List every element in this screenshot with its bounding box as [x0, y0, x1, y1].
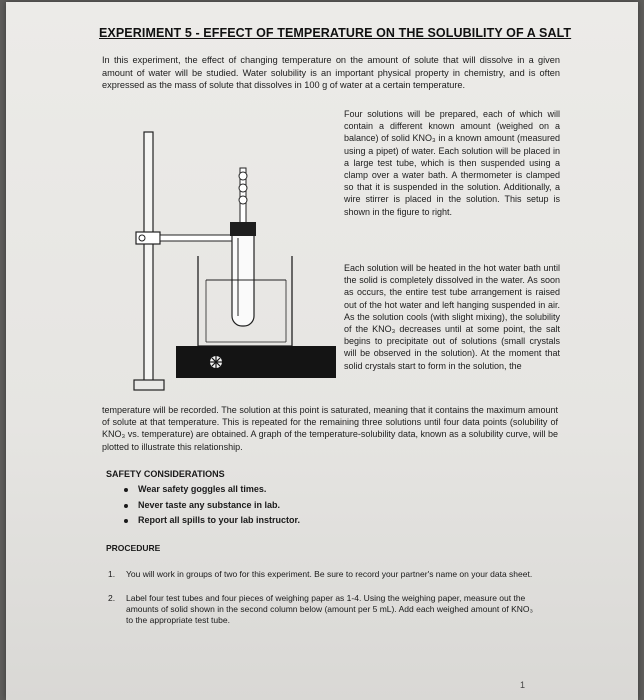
intro-paragraph: In this experiment, the effect of changing temperature on the amount of solute that will dissolve in a given amount of water will be studied. Water solubility is an important physical property in chemistry, and is often expressed as the mass of solute that dissolves in 100 g of water at a certain temperature. — [102, 55, 560, 91]
step-text: Label four test tubes and four pieces of weighing paper as 1-4. Using the weighing paper, measure out the amounts of solid shown in the second column below (amount per 5 mL). Add each weighed amount of KNO₃ to the appropriate test tube. — [126, 593, 533, 625]
procedure-step — [108, 593, 538, 626]
hot-plate — [176, 346, 336, 378]
stand-rod — [144, 132, 153, 382]
apparatus-figure — [120, 128, 340, 396]
continued-paragraph: temperature will be recorded. The solution at this point is saturated, meaning that it contains the maximum amount of solute at that temperature. This is repeated for the remaining three solutions until four data points (solubility of KNO₃ vs. temperature) are obtained. A graph of the temperature-solubility data, known as a solubility curve, will be plotted to illustrate this relationship. — [102, 405, 558, 452]
clamp-holder — [136, 232, 160, 244]
procedure-overview-paragraph: Each solution will be heated in the hot water bath until the solid is completely dissolved in the water. As soon as occurs, the entire test tube arrangement is raised out of the hot water and left hanging suspended in air. As the solution cools (with slight mixing), the solubility of the KNO₃ decreases until at some point, the salt begins to precipitate out of solutions (small crystals will be observed in the solution). At the moment that solid crystals start to form in the solution, the — [344, 263, 560, 371]
procedure-step — [108, 569, 538, 580]
safety-list — [122, 482, 300, 529]
procedure-heading: PROCEDURE — [106, 543, 161, 553]
page-number: 1 — [520, 680, 526, 690]
step-number: 1. — [108, 569, 116, 579]
test-tube — [232, 226, 254, 326]
stand-base — [134, 380, 164, 390]
step-number: 2. — [108, 593, 116, 603]
step-text: You will work in groups of two for this experiment. Be sure to record your partner's name on your data sheet. — [126, 569, 533, 579]
safety-item: Report all spills to your lab instructor. — [122, 513, 300, 529]
safety-heading: SAFETY CONSIDERATIONS — [106, 469, 225, 479]
test-tube-clamp — [230, 222, 256, 236]
apparatus-diagram — [120, 128, 340, 396]
safety-item: Never taste any substance in lab. — [122, 498, 300, 514]
procedure-steps — [108, 569, 538, 639]
setup-paragraph: Four solutions will be prepared, each of which will contain a different known amount (weighed on a balance) of solid KNO₃ in a known amount (measured using a pipet) of water. Each solution will be placed in a large test tube, which is then suspended using a clamp over a water bath. A thermometer is clamped so that it is suspended in the solution. Additionally, a wire stirrer is placed in the solution. This setup is shown in the figure to right. — [344, 109, 560, 217]
experiment-title: EXPERIMENT 5 - EFFECT OF TEMPERATURE ON THE SOLUBILITY OF A SALT — [99, 26, 572, 40]
safety-item: Wear safety goggles all times. — [122, 482, 300, 498]
